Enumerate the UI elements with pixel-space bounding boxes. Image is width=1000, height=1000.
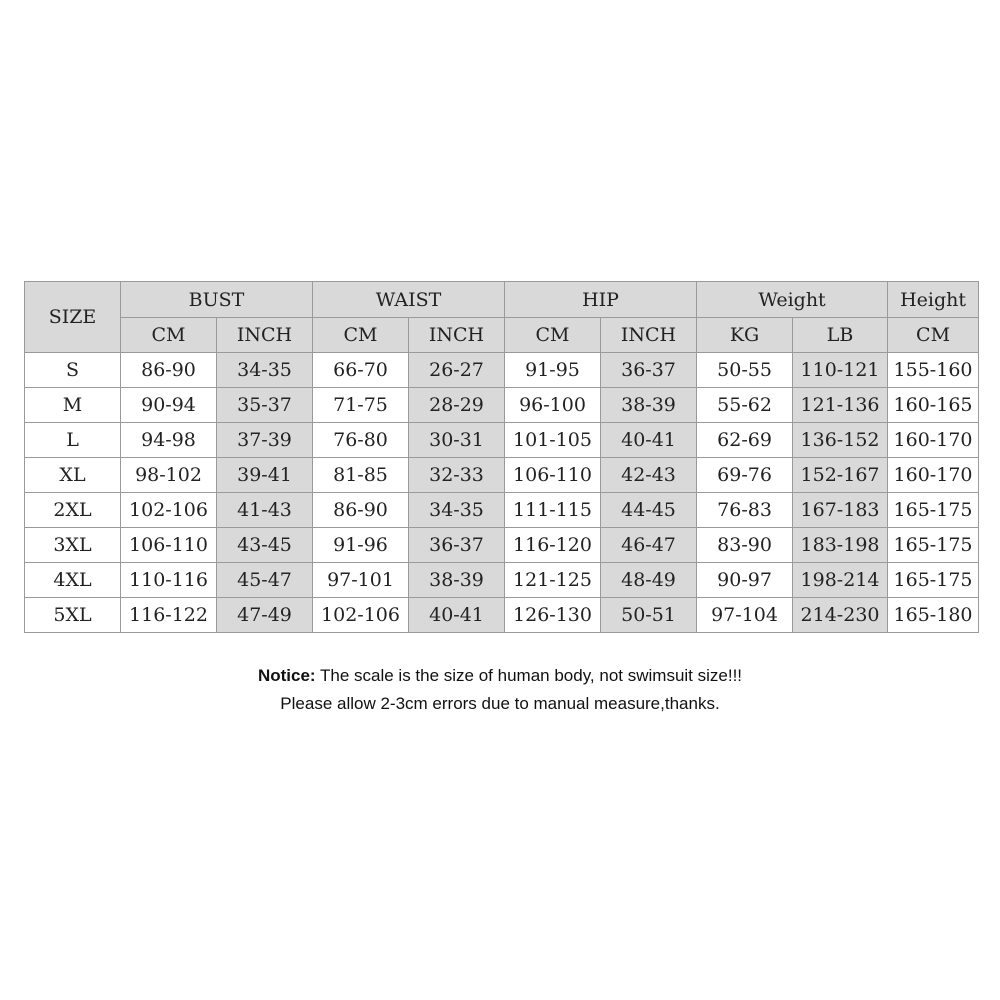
size-label-cell: L [25,423,121,458]
table-cell: 96-100 [505,388,601,423]
table-cell: 37-39 [217,423,313,458]
size-chart-table [24,281,979,633]
unit-header-hip-inch: INCH [601,318,697,353]
table-cell: 44-45 [601,493,697,528]
size-label-cell: 5XL [25,598,121,633]
table-cell: 32-33 [409,458,505,493]
table-cell: 38-39 [409,563,505,598]
table-cell: 30-31 [409,423,505,458]
table-cell: 121-125 [505,563,601,598]
table-cell: 91-95 [505,353,601,388]
table-cell: 48-49 [601,563,697,598]
table-cell: 165-175 [888,528,979,563]
unit-header-weight-lb: LB [793,318,888,353]
unit-header-waist-inch: INCH [409,318,505,353]
table-cell: 47-49 [217,598,313,633]
table-cell: 183-198 [793,528,888,563]
table-cell: 45-47 [217,563,313,598]
table-cell: 42-43 [601,458,697,493]
table-cell: 106-110 [505,458,601,493]
table-cell: 46-47 [601,528,697,563]
table-row [25,598,979,633]
table-cell: 94-98 [121,423,217,458]
notice-line-2: Please allow 2-3cm errors due to manual measure,thanks. [280,694,720,713]
table-cell: 97-101 [313,563,409,598]
group-header-weight: Weight [697,282,888,318]
notice-block [0,662,1000,718]
unit-header-height-cm: CM [888,318,979,353]
table-cell: 66-70 [313,353,409,388]
size-label-cell: 4XL [25,563,121,598]
table-cell: 81-85 [313,458,409,493]
table-cell: 50-55 [697,353,793,388]
table-body [25,353,979,633]
table-row [25,353,979,388]
table-cell: 102-106 [313,598,409,633]
table-cell: 40-41 [409,598,505,633]
table-cell: 110-116 [121,563,217,598]
table-cell: 121-136 [793,388,888,423]
table-cell: 38-39 [601,388,697,423]
table-cell: 160-165 [888,388,979,423]
unit-header-weight-kg: KG [697,318,793,353]
table-cell: 35-37 [217,388,313,423]
table-cell: 160-170 [888,458,979,493]
size-label-cell: S [25,353,121,388]
table-cell: 41-43 [217,493,313,528]
size-label-cell: 2XL [25,493,121,528]
table-cell: 116-120 [505,528,601,563]
table-cell: 83-90 [697,528,793,563]
table-cell: 152-167 [793,458,888,493]
group-header-bust: BUST [121,282,313,318]
group-header-height: Height [888,282,979,318]
table-cell: 69-76 [697,458,793,493]
table-cell: 90-94 [121,388,217,423]
table-cell: 50-51 [601,598,697,633]
table-row [25,563,979,598]
table-row [25,388,979,423]
table-cell: 106-110 [121,528,217,563]
unit-header-waist-cm: CM [313,318,409,353]
notice-text: The scale is the size of human body, not swimsuit size!!! [315,666,743,685]
table-cell: 165-175 [888,493,979,528]
table-cell: 136-152 [793,423,888,458]
unit-header-bust-cm: CM [121,318,217,353]
group-header-row [25,282,979,318]
table-cell: 110-121 [793,353,888,388]
unit-header-hip-cm: CM [505,318,601,353]
group-header-waist: WAIST [313,282,505,318]
notice-label: Notice: [257,666,316,685]
table-cell: 214-230 [793,598,888,633]
size-column-header: SIZE [25,282,121,353]
table-cell: 165-180 [888,598,979,633]
table-cell: 126-130 [505,598,601,633]
table-cell: 86-90 [313,493,409,528]
unit-header-bust-inch: INCH [217,318,313,353]
table-cell: 90-97 [697,563,793,598]
table-cell: 198-214 [793,563,888,598]
table-cell: 55-62 [697,388,793,423]
table-cell: 34-35 [409,493,505,528]
table-cell: 36-37 [601,353,697,388]
table-cell: 167-183 [793,493,888,528]
table-row [25,528,979,563]
table-cell: 76-83 [697,493,793,528]
table-header [25,282,979,353]
table-cell: 101-105 [505,423,601,458]
table-cell: 34-35 [217,353,313,388]
size-label-cell: 3XL [25,528,121,563]
table-cell: 155-160 [888,353,979,388]
table-cell: 71-75 [313,388,409,423]
table-cell: 102-106 [121,493,217,528]
table-cell: 62-69 [697,423,793,458]
table-cell: 28-29 [409,388,505,423]
table-cell: 91-96 [313,528,409,563]
group-header-hip: HIP [505,282,697,318]
table-cell: 40-41 [601,423,697,458]
table-row [25,493,979,528]
size-label-cell: XL [25,458,121,493]
table-cell: 86-90 [121,353,217,388]
table-cell: 116-122 [121,598,217,633]
table-row [25,423,979,458]
table-cell: 26-27 [409,353,505,388]
table-cell: 111-115 [505,493,601,528]
table-cell: 76-80 [313,423,409,458]
table-cell: 97-104 [697,598,793,633]
table-cell: 43-45 [217,528,313,563]
size-label-cell: M [25,388,121,423]
table-cell: 160-170 [888,423,979,458]
table-cell: 165-175 [888,563,979,598]
table-cell: 39-41 [217,458,313,493]
table-cell: 98-102 [121,458,217,493]
table-row [25,458,979,493]
table-cell: 36-37 [409,528,505,563]
unit-header-row [25,318,979,353]
notice-line-1 [0,662,1000,690]
